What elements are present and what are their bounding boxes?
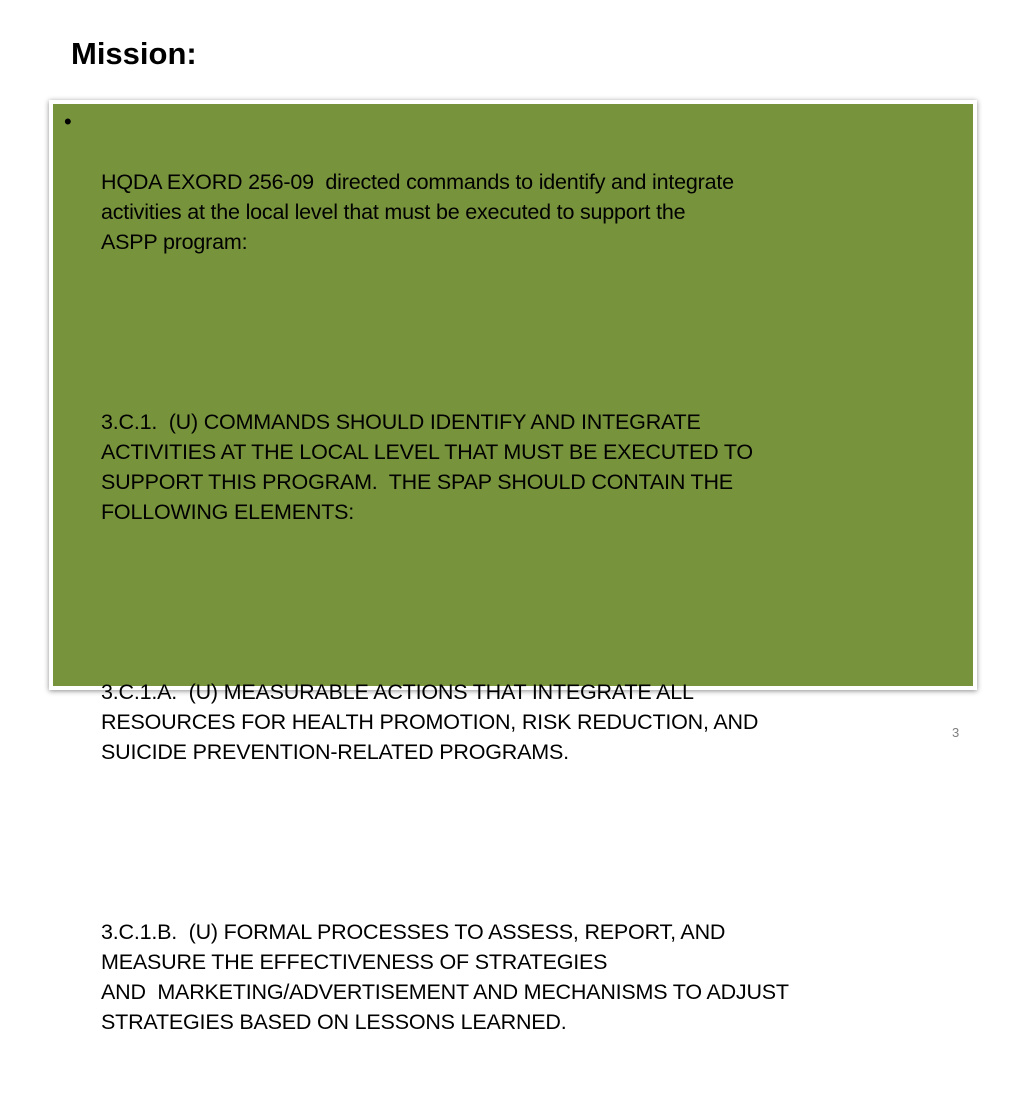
- paragraph-spacer: [101, 587, 963, 617]
- paragraph-3c1a: 3.C.1.A. (U) MEASURABLE ACTIONS THAT INTEGRATE ALL RESOURCES FOR HEALTH PROMOTION, RISK REDUCTION, AND SUICIDE PREVENTION-RELATED PROGRAMS.: [101, 680, 759, 764]
- paragraph-3c1: 3.C.1. (U) COMMANDS SHOULD IDENTIFY AND INTEGRATE ACTIVITIES AT THE LOCAL LEVEL THAT MUST BE EXECUTED TO SUPPORT THIS PROGRAM. THE SPAP SHOULD CONTAIN THE FOLLOWING ELEMENTS:: [101, 410, 753, 524]
- paragraph-intro: HQDA EXORD 256-09 directed commands to identify and integrate activities at the local level that must be executed to support the ASPP program:: [101, 170, 734, 254]
- paragraph-3c1b: 3.C.1.B. (U) FORMAL PROCESSES TO ASSESS, REPORT, AND MEASURE THE EFFECTIVENESS OF STRATEGIES AND MARKETING/ADVERTISEMENT AND MECHANISMS TO ADJUST STRATEGIES BASED ON LESSONS LEARNED.: [101, 920, 789, 1034]
- paragraph-spacer: [101, 317, 963, 347]
- page-number: 3: [952, 725, 960, 740]
- paragraph-spacer: [101, 827, 963, 857]
- content-box: [53, 104, 973, 1034]
- slide-title: Mission:: [71, 36, 197, 71]
- content-frame: [49, 100, 977, 1034]
- bullet-text: [101, 107, 963, 1097]
- bullet-icon: •: [64, 109, 72, 134]
